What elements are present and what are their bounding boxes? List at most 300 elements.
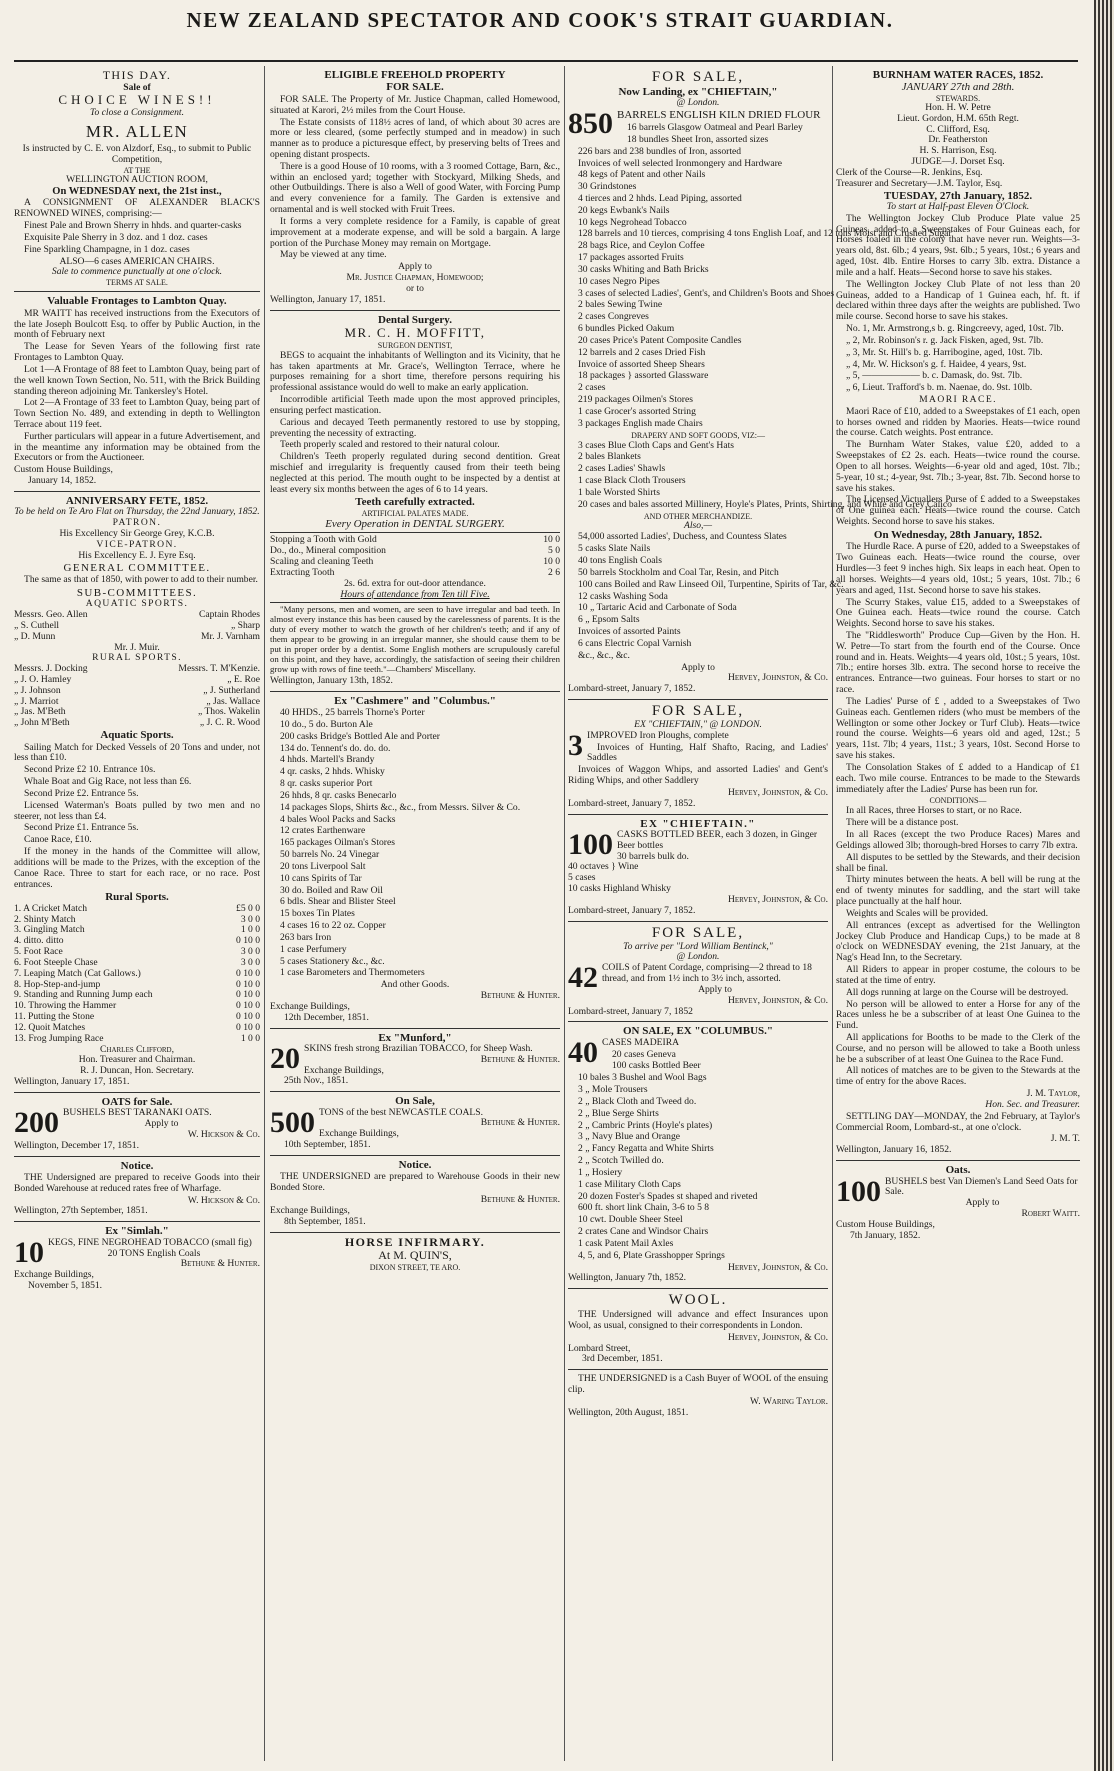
- list-item: 1 case Barometers and Thermometers: [280, 967, 425, 979]
- ad-title: Valuable Frontages to Lambton Quay.: [47, 295, 227, 308]
- list-item: 1 bale Worsted Shirts: [578, 486, 660, 498]
- ad-date: 10th September, 1851.: [284, 1139, 371, 1151]
- madeira-ad: [568, 1022, 828, 1289]
- ad-line: Is instructed by C. E. von Alzdorf, Esq., to submit to Public Competition,: [22, 143, 252, 165]
- ad-title: Notice.: [120, 1159, 154, 1172]
- race-entry: Sailing Match for Decked Vessels of 20 Tons and under, not less than £10.: [14, 741, 260, 764]
- list-item: 4 hhds. Martell's Brandy: [280, 754, 375, 766]
- prize-amount: 0 10 0: [236, 1000, 260, 1012]
- member-name: „ Jas. M'Beth: [14, 706, 66, 718]
- ad-subtitle: To be held on Te Aro Flat on Thursday, the 22nd January, 1852.: [14, 506, 260, 518]
- ad-line: Apply to: [144, 1118, 179, 1130]
- steward-name: Dr. Featherston: [928, 134, 988, 146]
- signature: Bethune & Hunter.: [480, 990, 560, 1002]
- list-item: 1 case Military Cloth Caps: [578, 1178, 681, 1190]
- race-description: The Burnham Water Stakes, value £20, added to a Sweepstakes of £2 2s. each. Heats—twice round the course. Open to all horses. Weights—6-year old and aged, 10st. 7lb.; 5-year, 10 st.; 4-year, 9st. 7lb.; 3-year, 8st. 7lb. Second horse to save his stakes.: [836, 439, 1080, 494]
- list-item: 2 cases Congreves: [578, 311, 649, 323]
- race-entry: No. 1, Mr. Armstrong,s b. g. Ringcreevy, aged, 10st. 7lb.: [846, 323, 1064, 335]
- race-entry: „ 6, Lieut. Trafford's b. m. Naenae, do. 9st. 10lb.: [846, 382, 1033, 394]
- ad-line: On WEDNESDAY next, the 21st inst.,: [52, 185, 222, 197]
- prize-amount: 3 0 0: [240, 956, 260, 968]
- ad-line: AT THE: [123, 165, 151, 175]
- member-name: „ Sharp: [230, 619, 260, 631]
- prize-name: 4. ditto. ditto: [14, 935, 64, 947]
- ad-date: Wellington, 20th August, 1851.: [568, 1406, 689, 1418]
- prize-amount: 0 10 0: [236, 935, 260, 947]
- list-item: 128 barrels and 10 tierces, comprising 4 tons English Loaf, and 12 tons Moist and Crushed Sugar: [578, 228, 952, 240]
- list-item: All disputes to be settled by the Stewards, and their decision shall be final.: [836, 851, 1080, 874]
- fee-amount: 10 0: [543, 556, 560, 568]
- list-item: 54,000 assorted Ladies', Duchess, and Countess Slates: [578, 531, 787, 543]
- goods-list: [270, 708, 560, 979]
- ad-paragraph: The same as that of 1850, with power to add to their number.: [24, 573, 258, 585]
- ad-paragraph: CASKS BOTTLED BEER, each 3 dozen, in Ginger Beer bottles: [617, 828, 818, 851]
- ad-paragraph: The Estate consists of 118½ acres of land, of which about 30 acres are more or less cleared, (some perfectly stumped and in meadow) in such manner as to produce a picturesque effect, by preserving belts of Trees and opening distant prospects.: [270, 116, 560, 160]
- ad-address: Exchange Buildings,: [319, 1128, 399, 1140]
- member-name: „ J. Johnson: [14, 684, 61, 696]
- prize-amount: £5 0 0: [236, 902, 260, 914]
- race-entry: Second Prize £2 10. Entrance 10s.: [24, 764, 156, 776]
- member-name: „ J. O. Hamley: [14, 674, 72, 685]
- ad-paragraph: May be viewed at any time.: [280, 249, 387, 261]
- list-item: 16 barrels Glasgow Oatmeal and Pearl Barley: [627, 122, 803, 134]
- list-item: 10 casks Highland Whisky: [568, 883, 671, 895]
- ad-date: Wellington, January 13th, 1852.: [270, 674, 393, 686]
- fee-name: Scaling and cleaning Teeth: [270, 556, 374, 568]
- list-item: 20 cases and bales assorted Millinery, Hoyle's Plates, Prints, Shirting, and White and Grey Calico: [578, 498, 952, 510]
- page-edge-binding: [1094, 0, 1114, 1771]
- ad-paragraph: Lot 1—A Frontage of 88 feet to Lambton Quay, being part of the well known Town Section, No. 511, with the Brick Building standing thereon adjoining Mr. Tankersley's Hotel.: [14, 363, 260, 397]
- list-item: 26 hhds, 8 qr. casks Benecarlo: [280, 789, 397, 801]
- ad-title: ON SALE, EX "COLUMBUS.": [622, 1025, 774, 1038]
- list-item: All applications for Booths to be made to the Clerk of the Course, and no person will be allowed to take a Booth unless he be a subscriber of at least One Guinea to the Race Fund.: [836, 1032, 1080, 1065]
- ad-line: Apply to: [681, 661, 715, 673]
- burnham-races-ad: [836, 66, 1080, 1161]
- race-entry: „ 4, Mr. W. Hickson's g. f. Haidee, 4 years, 9st.: [846, 358, 1027, 370]
- bottled-beer-ad: [568, 815, 828, 922]
- list-item: 50 barrels No. 24 Vinegar: [280, 849, 380, 861]
- list-item: Thirty minutes between the heats. A bell will be rung at the end of twenty minutes for saddling, and the start will take place punctually at the half hour.: [836, 874, 1080, 908]
- fee-amount: 2 6: [548, 566, 560, 578]
- big-number: 20: [270, 1041, 300, 1075]
- ad-date: Wellington, December 17, 1851.: [14, 1139, 139, 1151]
- list-item: All dogs running at large on the Course will be destroyed.: [846, 986, 1069, 998]
- member-name: „ John M'Beth: [14, 717, 70, 729]
- list-item: 2 bales Blankets: [578, 451, 641, 463]
- bonded-store-notice: [270, 1156, 560, 1233]
- column-2: [270, 66, 560, 1761]
- ad-paragraph: It forms a very complete residence for a Family, is capable of great improvement at a moderate expense, and will be sold a bargain. A large portion of the Purchase Money may remain on Mortgage.: [270, 215, 560, 249]
- big-number: 850: [568, 107, 613, 141]
- list-item: 10 do., 5 do. Burton Ale: [280, 718, 373, 730]
- ad-title: HORSE INFIRMARY.: [344, 1234, 486, 1249]
- list-item: 50 barrels Stockholm and Coal Tar, Resin, and Pitch: [578, 566, 779, 578]
- list-item: 3 cases of selected Ladies', Gent's, and Children's Boots and Shoes: [578, 287, 835, 299]
- list-item: 2 cases Ladies' Shawls: [578, 463, 666, 475]
- goods-list: [568, 531, 844, 661]
- ad-date: Wellington, January 7th, 1852.: [568, 1272, 687, 1284]
- section-heading: MAORI RACE.: [919, 394, 997, 405]
- list-item: 8 qr. casks superior Port: [280, 778, 373, 790]
- prize-name: 11. Putting the Stone: [14, 1011, 95, 1023]
- list-item: All entrances (except as advertised for the Wellington Jockey Club Produce and Handicap Cups,) to be made at 8 o'clock on WEDNESDAY evening, the 21st January, at the Nag's Head Inn, to the Secretary.: [836, 919, 1080, 964]
- section-heading: AQUATIC SPORTS.: [85, 598, 189, 610]
- list-item: Invoice of assorted Sheep Shears: [578, 358, 705, 370]
- member-name: „ Thos. Wakelin: [197, 706, 260, 718]
- list-item: Fine Sparkling Champagne, in 1 doz. cases: [24, 243, 190, 255]
- list-item: 3 „ Navy Blue and Orange: [578, 1131, 681, 1143]
- ad-title: Ex "Munford,": [378, 1031, 452, 1044]
- official-line: Treasurer and Secretary—J.M. Taylor, Esq.: [836, 177, 1003, 189]
- prize-name: 9. Standing and Running Jump each: [14, 989, 153, 1001]
- list-item: 3 packages English made Chairs: [578, 417, 703, 429]
- ad-address: Exchange Buildings,: [270, 1204, 350, 1216]
- ad-title: FOR SALE.: [386, 81, 444, 94]
- ad-date: January 14, 1852.: [28, 475, 97, 487]
- signature: Hervey, Johnston, & Co.: [727, 1261, 828, 1273]
- list-item: Weights and Scales will be provided.: [846, 907, 989, 919]
- list-item: 20 cases Price's Patent Composite Candles: [578, 334, 742, 346]
- ad-date: 25th Nov., 1851.: [284, 1075, 349, 1087]
- list-item: 2 „ Fancy Regatta and White Shirts: [578, 1143, 714, 1155]
- ad-address: Exchange Buildings,: [270, 1000, 350, 1012]
- signature: W. Hickson & Co.: [187, 1194, 260, 1206]
- ad-paragraph: BUSHELS BEST TARANAKI OATS.: [63, 1107, 212, 1119]
- ad-paragraph: Incorrodible artificial Teeth made upon the most approved principles, ensuring perfect mastication.: [270, 394, 560, 416]
- signature: R. J. Duncan, Hon. Secretary.: [80, 1065, 194, 1077]
- list-item: 2 „ Cambric Prints (Hoyle's plates): [578, 1119, 713, 1131]
- list-item: 226 bars and 238 bundles of Iron, assorted: [578, 145, 742, 157]
- auctioneer-name: MR. ALLEN: [85, 121, 189, 141]
- big-number: 100: [568, 827, 613, 861]
- big-number: 40: [568, 1035, 598, 1069]
- wine-sale-ad: [14, 66, 260, 292]
- list-item: 30 casks Whiting and Bath Bricks: [578, 263, 709, 275]
- list-item: 2 bales Sewing Twine: [578, 299, 663, 311]
- steward-name: Lieut. Gordon, H.M. 65th Regt.: [897, 112, 1019, 124]
- ad-paragraph: IMPROVED Iron Ploughs, complete: [587, 729, 729, 741]
- prize-row: [14, 969, 260, 980]
- prize-amount: 0 10 0: [236, 978, 260, 990]
- signature: Hervey, Johnston, & Co.: [727, 786, 828, 798]
- ad-title: WOOL.: [668, 1292, 728, 1309]
- member-name: „ D. Munn: [14, 630, 56, 642]
- ad-date: 7th January, 1852.: [850, 1229, 921, 1241]
- ad-line: To close a Consignment.: [90, 107, 184, 119]
- ad-address: Custom House Buildings,: [836, 1218, 935, 1230]
- list-item: 10 bales 3 Bushel and Wool Bags: [578, 1072, 707, 1084]
- ad-paragraph: SKINS fresh strong Brazilian TOBACCO, for Sheep Wash.: [304, 1042, 533, 1054]
- dental-ad: [270, 311, 560, 692]
- race-description: The Consolation Stakes of £ added to a Handicap of £1 each. Two mile course. Entrances to be made to the Stewards immediately after the Ladies' Purse has been run for.: [836, 761, 1080, 795]
- list-item: 600 ft. short link Chain, 3-6 to 5 8: [578, 1202, 710, 1214]
- ad-title: BURNHAM WATER RACES, 1852.: [872, 69, 1044, 81]
- dentist-name: MR. C. H. MOFFITT,: [344, 325, 486, 340]
- list-item: 12 casks Washing Soda: [578, 590, 668, 602]
- race-description: The "Riddlesworth" Produce Cup—Given by the Hon. H. W. Petre—To start from the fourth end of the Course. Once round and in. Heats. Weights—4 years old, 10st.; 5 years, 10st. 7lb.; entire horses 3lb. extra. The second horse to receive the entrances. Entrance—two guineas. Four horses to start or no race.: [836, 629, 1080, 696]
- ad-date: 3rd December, 1851.: [582, 1353, 663, 1365]
- signature-title: Hon. Sec. and Treasurer.: [985, 1098, 1080, 1110]
- list-item: 10 kegs Negrohead Tobacco: [578, 216, 687, 228]
- masthead: NEW ZEALAND SPECTATOR AND COOK'S STRAIT GUARDIAN.: [186, 8, 894, 32]
- ad-paragraph: THE Undersigned will advance and effect Insurances upon Wool, as usual, consigned to their correspondents in London.: [568, 1309, 828, 1331]
- ad-subtitle: Now Landing, ex "CHIEFTAIN,": [618, 85, 778, 98]
- list-item: All notices of matches are to be given to the Stewards at the time of entry for the above Races.: [836, 1065, 1080, 1088]
- list-item: 2 crates Cane and Windsor Chairs: [578, 1226, 709, 1238]
- prize-name: 3. Gingling Match: [14, 924, 85, 936]
- list-item: 5 cases: [568, 872, 596, 884]
- list-item: 6 cans Electric Copal Varnish: [578, 637, 692, 649]
- ad-line: @ London.: [676, 951, 720, 963]
- list-item: 30 barrels bulk do.: [617, 850, 689, 862]
- list-item: 1 case Grocer's assorted String: [578, 405, 696, 417]
- list-item: 2 „ Scotch Twilled do.: [578, 1155, 664, 1167]
- ad-paragraph: BEGS to acquaint the inhabitants of Wellington and its Vicinity, that he has taken apartments at Mr. Grace's, Wellington Terrace, where he purposes remaining for a short time, therefore persons requiring his professional assistance would do well to make an early application.: [270, 349, 560, 394]
- section-heading: STEWARDS.: [935, 93, 981, 103]
- list-item: 263 bars Iron: [280, 931, 332, 943]
- ad-title: FOR SALE,: [651, 703, 745, 719]
- ad-title: Notice.: [398, 1158, 432, 1171]
- prize-name: 7. Leaping Match (Cat Gallows.): [14, 967, 141, 979]
- ad-title: CHOICE WINES!!: [58, 92, 216, 108]
- signature: Hervey, Johnston, & Co.: [727, 893, 828, 905]
- ad-line: WELLINGTON AUCTION ROOM,: [66, 173, 208, 185]
- ad-title: ANNIVERSARY FETE, 1852.: [65, 494, 209, 507]
- signature: Hervey, Johnston, & Co.: [727, 1331, 828, 1343]
- ad-paragraph: Lot 2—A Frontage of 33 feet to Lambton Quay, being part of Town Section No. 489, and extending in depth to Wellington Terrace about 119 feet.: [14, 397, 260, 430]
- section-heading: RURAL SPORTS.: [92, 652, 182, 664]
- signature: Hervey, Johnston, & Co.: [727, 672, 828, 684]
- ad-title: Oats.: [945, 1164, 971, 1177]
- list-item: 1 case Black Cloth Trousers: [578, 475, 686, 487]
- ad-paragraph: THE Undersigned are prepared to receive Goods into their Bonded Warehouse at reduced rates free of Wharfage.: [14, 1171, 260, 1194]
- section-heading: GENERAL COMMITTEE.: [63, 561, 211, 574]
- official-line: JUDGE—J. Dorset Esq.: [911, 156, 1005, 168]
- ad-date: Wellington, January 16, 1852.: [836, 1144, 952, 1156]
- ploughs-ad: [568, 700, 828, 815]
- list-item: 40 tons English Coals: [578, 555, 662, 567]
- oats-ad: [14, 1093, 260, 1157]
- prize-amount: 3 0 0: [240, 946, 260, 958]
- ad-line: His Excellency E. J. Eyre Esq.: [78, 549, 196, 561]
- list-item: 18 bundles Sheet Iron, assorted sizes: [627, 133, 769, 145]
- list-item: 100 casks Bottled Beer: [612, 1060, 701, 1072]
- list-item: 134 do. Tennent's do. do. do.: [280, 742, 391, 754]
- ad-date: 12th December, 1851.: [284, 1011, 369, 1023]
- race-description: Maori Race of £10, added to a Sweepstakes of £1 each, open to horses owned and ridden by Maories. Heats—twice round the course. Catch weights. Post entrance.: [836, 405, 1080, 439]
- prize-amount: 1 0 0: [240, 1032, 260, 1044]
- list-item: 3 cases Blue Cloth Caps and Gent's Hats: [578, 439, 735, 451]
- wool-buyer-ad: [568, 1370, 828, 1422]
- ad-line: 2s. 6d. extra for out-door attendance.: [344, 577, 486, 589]
- prize-row: [14, 1034, 260, 1045]
- race-description: The Wellington Jockey Club Plate of not less than 20 Guineas, added to a Handicap of 1 Guinea each, hf. ft. if declared within three days after the weights are published. Two mile course. Second horse to save his stakes.: [836, 278, 1080, 323]
- list-item: 2 „ Blue Serge Shirts: [578, 1107, 659, 1119]
- ad-date: Wellington, January 17, 1851.: [14, 1076, 130, 1087]
- big-number: 200: [14, 1106, 59, 1140]
- section-heading: Also,—: [684, 519, 712, 531]
- list-item: 2 cases: [578, 382, 606, 394]
- ad-title: On Sale,: [395, 1095, 435, 1108]
- wool-ad: [568, 1289, 828, 1370]
- list-item: 10 „ Tartaric Acid and Carbonate of Soda: [578, 602, 737, 614]
- member-name: Mr. J. Varnham: [201, 630, 260, 642]
- fee-name: Stopping a Tooth with Gold: [270, 534, 377, 546]
- fee-name: Do., do., Mineral composition: [270, 545, 386, 557]
- official-line: Clerk of the Course—R. Jenkins, Esq.: [836, 166, 983, 178]
- list-item: 10 cwt. Double Sheer Steel: [578, 1214, 683, 1226]
- signature: J. M. Taylor,: [1026, 1088, 1080, 1100]
- list-item: Invoices of well selected Ironmongery and Hardware: [578, 157, 783, 169]
- section-heading: DRAPERY AND SOFT GOODS, VIZ:—: [631, 430, 765, 440]
- ad-date: Lombard-street, January 7, 1852: [568, 1005, 693, 1017]
- prize-amount: 0 10 0: [236, 989, 260, 1001]
- list-item: There will be a distance post.: [846, 817, 959, 829]
- big-number: 100: [836, 1174, 881, 1208]
- race-description: The Scurry Stakes, value £15, added to a Sweepstakes of One Guinea each. Heats—twice round the course. Catch Weights. Second horse to save his stakes.: [836, 596, 1080, 630]
- race-day-heading: On Wednesday, 28th January, 1852.: [873, 528, 1043, 541]
- list-item: 40 HHDS., 25 barrels Thorne's Porter: [280, 707, 425, 719]
- big-number: 42: [568, 961, 598, 995]
- list-item: 48 kegs of Patent and other Nails: [578, 169, 706, 181]
- ad-title: Ex "Simlah.": [105, 1225, 169, 1238]
- ad-paragraph: Children's Teeth properly regulated during second dentition. Great mischief and irregularity is frequently caused from their teeth being neglected at this period. The mouth ought to be inspected by a dentist at least every six months between the ages of 6 to 14 years.: [270, 451, 560, 495]
- race-entry: „ 2, Mr. Robinson's r. g. Jack Fisken, aged, 9st. 7lb.: [846, 334, 1044, 346]
- ad-paragraph: THE UNDERSIGNED are prepared to Warehouse Goods in their new Bonded Store.: [270, 1171, 560, 1194]
- list-item: 5 cases Stationery &c., &c.: [280, 955, 385, 967]
- race-entry: Second Prize £2. Entrance 5s.: [24, 787, 139, 799]
- cordage-ad: [568, 922, 828, 1023]
- ad-date: Wellington, January 17, 1851.: [270, 293, 386, 305]
- section-heading: VICE-PATRON.: [96, 538, 178, 550]
- section-heading: CONDITIONS—: [929, 796, 987, 806]
- section-heading: AND OTHER MERCHANDIZE.: [643, 511, 753, 521]
- coals-ad: [270, 1092, 560, 1156]
- member-name: „ S. Cuthell: [14, 619, 60, 631]
- member-name: „ J. Sutherland: [203, 684, 260, 696]
- ad-line: or to: [406, 282, 424, 294]
- list-item: In all Races (except the two Produce Races) Mares and Geldings allowed 3lb; thorough-bred Horses to carry 7lb extra.: [836, 829, 1080, 851]
- section-heading: Teeth carefully extracted.: [355, 496, 475, 509]
- signature: Bethune & Hunter.: [480, 1117, 560, 1129]
- big-number: 10: [14, 1235, 44, 1269]
- list-item: 30 Grindstones: [578, 181, 637, 193]
- list-item: ALSO—6 cases AMERICAN CHAIRS.: [59, 255, 215, 267]
- list-item: 14 packages Slops, Shirts &c., &c., from Messrs. Silver & Co.: [280, 801, 521, 813]
- ad-paragraph: TONS of the best NEWCASTLE COALS.: [319, 1106, 483, 1118]
- list-item: 20 kegs Ewbank's Nails: [578, 204, 670, 216]
- masthead-rule: [14, 60, 1078, 62]
- list-item: 200 casks Bridge's Bottled Ale and Porter: [280, 730, 441, 742]
- race-entry: Canoe Race, £10.: [24, 834, 92, 846]
- ad-address: Lombard Street,: [568, 1342, 631, 1354]
- member-name: Messrs. J. Docking: [14, 663, 88, 675]
- ad-line: Apply to: [698, 983, 732, 995]
- ad-line: @ London.: [676, 97, 720, 109]
- member-name: „ J. C. R. Wood: [199, 717, 260, 729]
- ad-title: EX "CHIEFTAIN.": [640, 817, 756, 830]
- list-item: 4 tierces and 2 hhds. Lead Piping, assorted: [578, 192, 742, 204]
- prize-name: 1. A Cricket Match: [14, 902, 88, 914]
- ad-line: To start at Half-past Eleven O'Clock.: [886, 200, 1030, 212]
- prize-name: 12. Quoit Matches: [14, 1021, 86, 1033]
- big-number: 500: [270, 1105, 315, 1139]
- ad-date: Lombard-street, January 7, 1852.: [568, 797, 696, 809]
- member-name: Mr. J. Muir.: [114, 641, 160, 653]
- prize-amount: 0 10 0: [236, 967, 260, 979]
- ad-paragraph: CASES MADEIRA: [602, 1036, 680, 1048]
- cashmere-ad: [270, 692, 560, 1029]
- list-item: 30 do. Boiled and Raw Oil: [280, 884, 383, 896]
- signature: Bethune & Hunter.: [480, 1053, 560, 1065]
- ad-line: DIXON STREET, TE ARO.: [369, 1262, 461, 1272]
- member-name: Captain Rhodes: [198, 609, 260, 621]
- list-item: 10 cans Spirits of Tar: [280, 872, 362, 884]
- race-day-heading: TUESDAY, 27th January, 1852.: [883, 189, 1033, 202]
- signature: J. M. T.: [1050, 1133, 1080, 1145]
- ad-line: Apply to: [398, 261, 432, 273]
- list-item: 4 bales Wool Packs and Sacks: [280, 813, 396, 825]
- steward-name: C. Clifford, Esq.: [926, 123, 990, 135]
- list-item: 4 cases 16 to 22 oz. Copper: [280, 920, 386, 932]
- ad-date: Wellington, 27th September, 1851.: [14, 1205, 148, 1217]
- list-item: 10 cases Negro Pipes: [578, 275, 660, 287]
- ad-line: Hours of attendance from Ten till Five.: [340, 588, 490, 600]
- race-entry: „ 3, Mr. St. Hill's b. g. Harribogine, aged, 10st. 7lb.: [846, 346, 1043, 358]
- ad-line: Every Operation in DENTAL SURGERY.: [325, 517, 505, 530]
- ad-date: Lombard-street, January 7, 1852.: [568, 904, 696, 916]
- big-number: 3: [568, 728, 583, 762]
- ad-paragraph: BARRELS ENGLISH KILN DRIED FLOUR: [617, 109, 821, 122]
- list-item: 165 packages Oilman's Stores: [280, 837, 395, 849]
- list-item: 17 packages assorted Fruits: [578, 252, 684, 264]
- ad-paragraph: MR WAITT has received instructions from the Executors of the late Joseph Boulcott Esq. to offer by Public Auction, in the month of February next: [14, 307, 260, 341]
- ad-line: At M. QUIN'S,: [378, 1248, 452, 1263]
- notice-ad: [14, 1157, 260, 1223]
- race-description: The Ladies' Purse of £ , added to a Sweepstakes of Two Guineas each. Gentlemen riders (who must be members of the Wellington or some other Jockey or Turf Club). Heats—twice round the course. Weights—6 years old and aged, 12st.; 5 years, 11st. 7lb; 4 years, 11st.; 3 years, 10st. Second Horse to save his stakes.: [836, 695, 1080, 762]
- column-rule: [564, 66, 565, 1761]
- ad-line: SURGEON DENTIST,: [377, 340, 453, 350]
- signature: W. Waring Taylor.: [750, 1395, 828, 1407]
- conditions-list: [836, 806, 1080, 1088]
- list-item: 18 packages } assorted Glassware: [578, 370, 709, 382]
- steward-name: Hon. H. W. Petre: [925, 101, 991, 113]
- section-heading: PATRON.: [112, 517, 162, 529]
- list-item: 2 „ Black Cloth and Tweed do.: [578, 1095, 697, 1107]
- goods-list: [568, 439, 952, 511]
- ad-subtitle: To arrive per "Lord William Bentinck,": [623, 940, 773, 952]
- ad-title: FOR SALE,: [651, 924, 745, 941]
- ad-title: OATS for Sale.: [101, 1095, 173, 1108]
- list-item: 6 „ Epsom Salts: [578, 614, 640, 626]
- list-item: Invoices of Waggon Whips, and assorted Ladies' and Gent's Riding Whips, and other Saddlery: [568, 764, 828, 787]
- list-item: 6 bdls. Shear and Blister Steel: [280, 896, 396, 908]
- list-item: 5 casks Slate Nails: [578, 543, 651, 555]
- ad-line: THIS DAY.: [102, 68, 172, 82]
- race-description: The Wellington Jockey Club Produce Plate value 25 Guineas, added to a Sweepstakes of Four Guineas each, for Horses foaled in the colony that have never run. Weights—3-years old, 8st. 6lb.; 4 years, 9st. 6lb.; 5 years, 10st.; 6 years and aged, 10st. 4lb. Entire Horses to carry 3lb. extra. Distance a mile and a half. Heats—Second horse to save his stakes.: [836, 212, 1080, 278]
- ad-subtitle: JANUARY 27th and 28th.: [901, 81, 1015, 94]
- prize-name: 6. Foot Steeple Chase: [14, 956, 98, 968]
- prize-row: [14, 904, 260, 915]
- ad-line: TERMS AT SALE.: [106, 278, 168, 288]
- quotation: "Many persons, men and women, are seen to have irregular and bad teeth. In almost every instance this has been caused by the carelessness of parents. It is the duty of every mother to watch the growth of her children's teeth; and if any of them appear to be growing in an irregular manner, she should cause them to be put in proper order by a dentist. Some English mothers are scrupulously careful on this point, and they have, accordingly, the satisfaction of seeing their children grow up with rows of fine teeth."—Chambers' Miscellany.: [270, 604, 560, 674]
- race-entry: Whale Boat and Gig Race, not less than £6.: [24, 776, 192, 788]
- list-item: 1 „ Hosiery: [578, 1166, 623, 1178]
- list-item: Finest Pale and Brown Sherry in hhds. and quarter-casks: [24, 220, 242, 232]
- ad-date: 8th September, 1851.: [284, 1215, 366, 1227]
- ad-paragraph: COILS of Patent Cordage, comprising—2 thread to 18 thread, and from 1½ inch to 3½ inch, assorted.: [602, 962, 812, 985]
- prize-amount: 1 0 0: [240, 924, 260, 936]
